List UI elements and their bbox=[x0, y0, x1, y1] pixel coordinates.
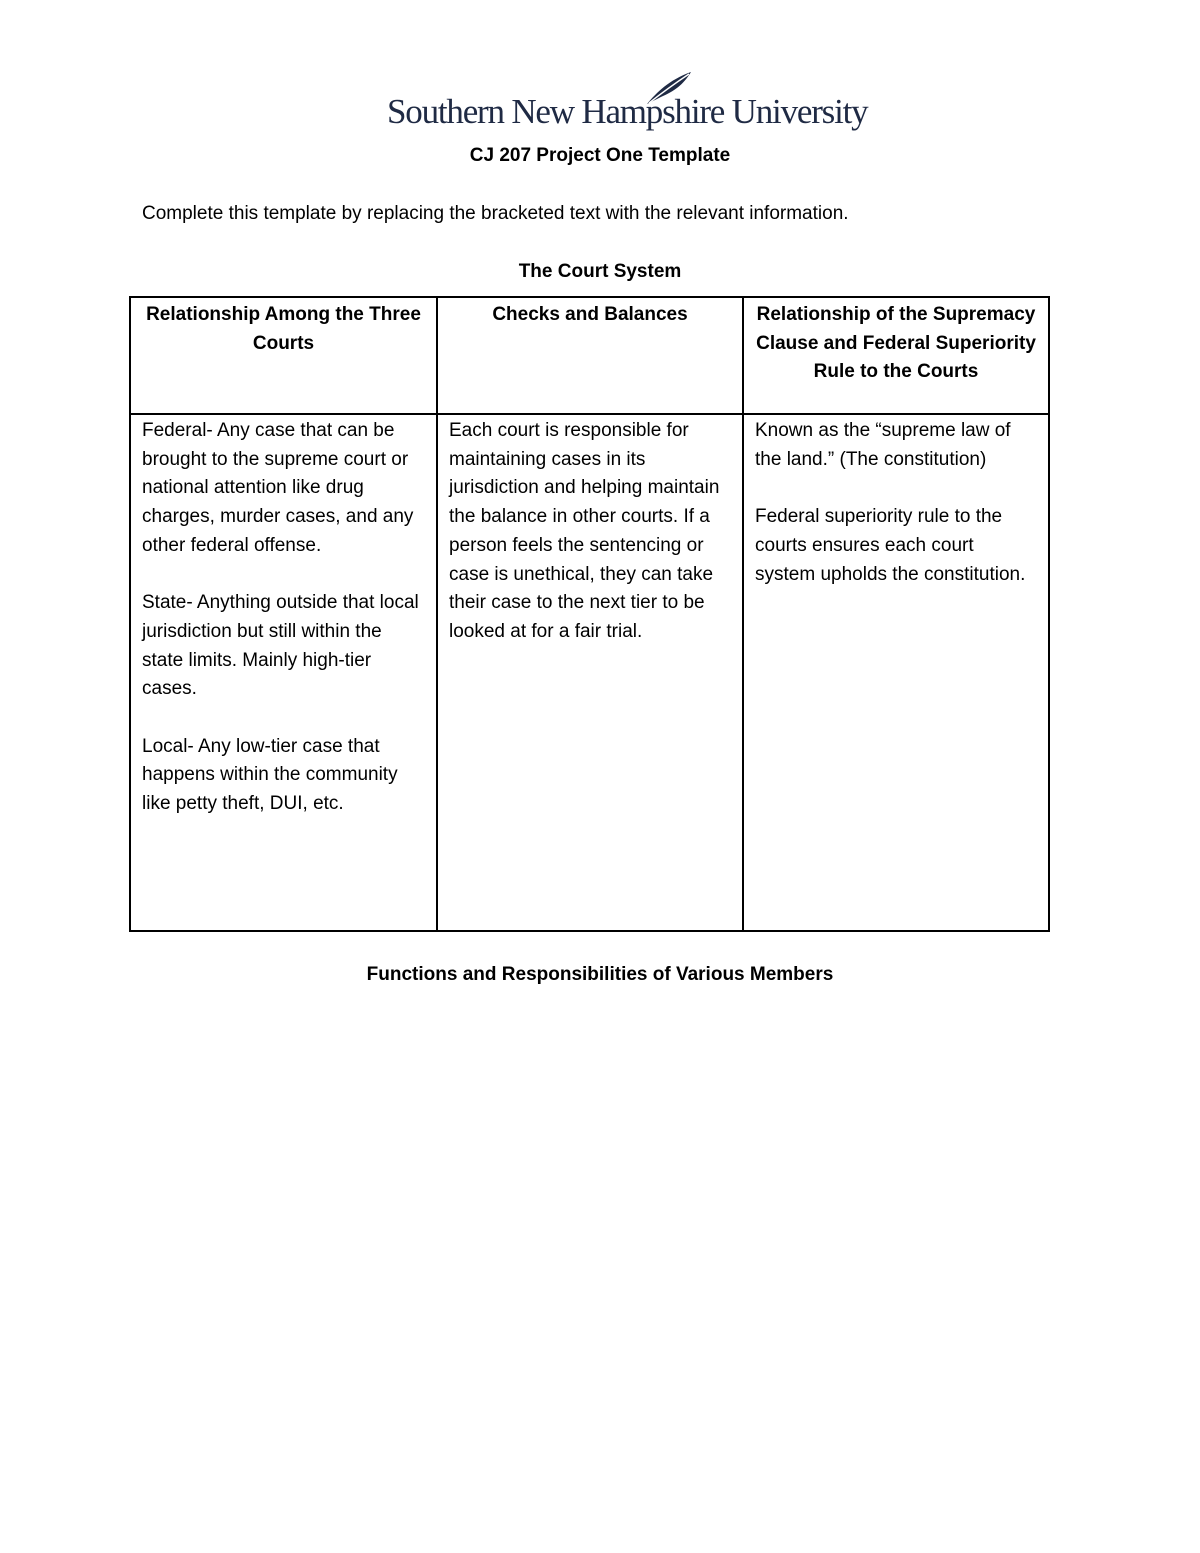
local-court-description: Local- Any low-tier case that happens within the community like petty theft, DUI, etc. bbox=[142, 735, 398, 815]
cell-relationship-among-courts bbox=[130, 414, 437, 931]
university-logo bbox=[385, 68, 868, 136]
cell-supremacy-clause bbox=[743, 414, 1049, 931]
court-system-heading: The Court System bbox=[518, 261, 682, 282]
table-row bbox=[130, 414, 1049, 931]
table-header-row bbox=[130, 297, 1049, 414]
logo-wordmark: Southern New Hampshire University bbox=[387, 92, 868, 131]
court-system-table bbox=[129, 296, 1050, 932]
header-checks-and-balances: Checks and Balances bbox=[437, 297, 743, 414]
header-supremacy-clause: Relationship of the Supremacy Clause and Federal Superiority Rule to the Courts bbox=[743, 297, 1049, 414]
functions-heading: Functions and Responsibilities of Various Members bbox=[366, 964, 834, 985]
checks-and-balances-text: Each court is responsible for maintaining cases in its jurisdiction and helping maintain the balance in other courts. If a person feels the sentencing or case is unethical, they can take their case to the next tier to be looked at for a fair trial. bbox=[449, 420, 720, 642]
supremacy-clause-text: Known as the “supreme law of the land.” (The constitution) bbox=[755, 420, 1011, 470]
instructions-text: Complete this template by replacing the bracketed text with the relevant information. bbox=[142, 203, 849, 224]
federal-court-description: Federal- Any case that can be brought to the supreme court or national attention like drug charges, murder cases, and any other federal offense. bbox=[142, 420, 414, 556]
cell-checks-and-balances bbox=[437, 414, 743, 931]
state-court-description: State- Anything outside that local jurisdiction but still within the state limits. Mainly high-tier cases. bbox=[142, 592, 419, 700]
document-title: CJ 207 Project One Template bbox=[469, 145, 731, 166]
federal-superiority-text: Federal superiority rule to the courts ensures each court system upholds the constitution. bbox=[755, 506, 1026, 585]
header-relationship-among-courts: Relationship Among the Three Courts bbox=[130, 297, 437, 414]
